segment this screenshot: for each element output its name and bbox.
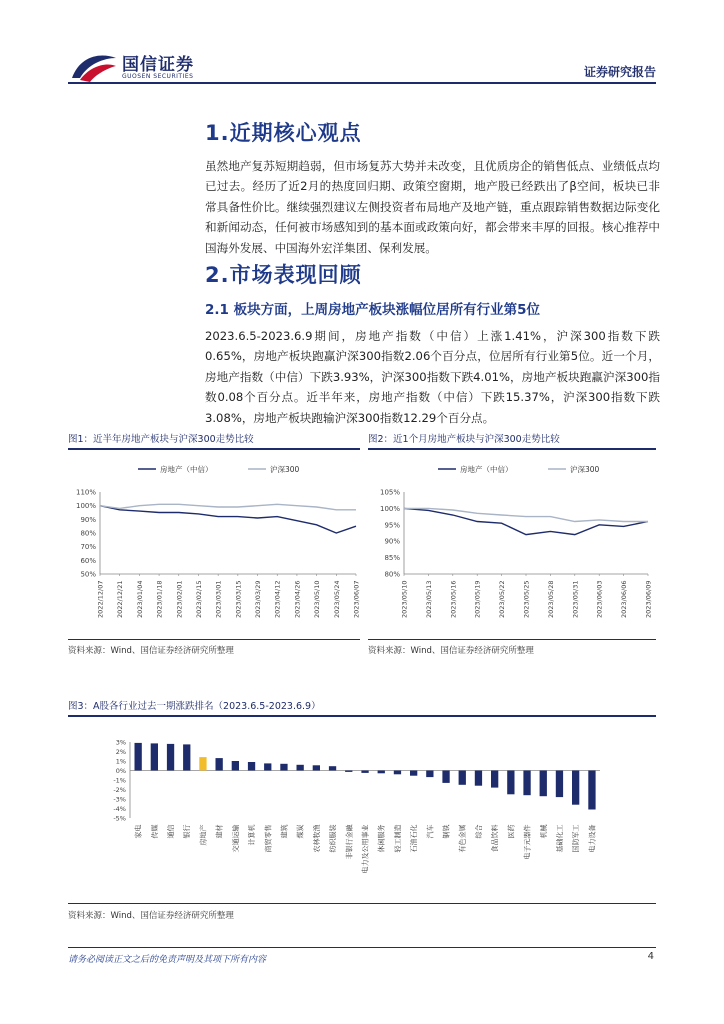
y-tick-label: 85%	[384, 554, 400, 563]
y-tick-label: 95%	[384, 521, 400, 530]
bar	[588, 771, 595, 810]
bar	[475, 771, 482, 786]
section-2-paragraph: 2023.6.5-2023.6.9期间，房地产指数（中信）上涨1.41%，沪深300指数下跌0.65%，房地产板块跑赢沪深300指数2.06个百分点，位居所有行业第5位。近一个月，房地产指数（中信）下跌3.93%，沪深300指数下跌4.01%，房地产板块跑赢沪深300指数0.08个百分点。近半年来，房地产指数（中信）下跌15.37%，沪深300指数下跌3.08%，房地产板块跑输沪深300指数12.29个百分点。	[205, 329, 660, 425]
company-name-en: GUOSEN SECURITIES	[122, 73, 194, 80]
figure-3-title: 图3：A股各行业过去一期涨跌排名（2023.6.5-2023.6.9）	[68, 701, 321, 712]
x-tick-label: 2023/04/26	[293, 580, 302, 618]
bar	[426, 771, 433, 778]
figure-1-source: 资料来源：Wind、国信证券经济研究所整理	[68, 646, 234, 656]
category-label: 国防军工	[572, 824, 581, 853]
y-tick-label: 100%	[379, 504, 400, 513]
bar	[361, 771, 368, 773]
category-label: 石油石化	[410, 824, 419, 853]
bar	[572, 771, 579, 805]
bar	[280, 764, 287, 771]
category-label: 银行	[183, 824, 192, 839]
x-tick-label: 2023/03/01	[214, 580, 223, 618]
figure-1-top-rule	[68, 448, 360, 450]
series-line-1	[404, 508, 648, 521]
x-tick-label: 2022/12/07	[96, 580, 105, 618]
category-label: 交通运输	[231, 824, 240, 853]
header-divider	[68, 82, 656, 84]
y-tick-label: -2%	[113, 786, 126, 794]
figure-2-source: 资料来源：Wind、国信证券经济研究所整理	[368, 646, 534, 656]
section-1-paragraph: 虽然地产复苏短期趋弱，但市场复苏大势并未改变，且优质房企的销售低点、业绩低点均已过去。经历了近2月的热度回归期、政策空窗期，地产股已经跌出了β空间，板块已非常具备性价比。继续强烈建议左侧投资者布局地产及地产链，重点跟踪销售数据边际变化和新闻动态，任何被市场感知到的基本面或政策向好，都会带来丰厚的回报。核心推荐中国海外发展、中国海外宏洋集团、保利发展。	[205, 159, 660, 255]
category-label: 有色金属	[458, 824, 467, 853]
bar	[556, 771, 563, 798]
category-label: 纺织服装	[329, 824, 338, 853]
x-tick-label: 2023/05/10	[313, 580, 322, 618]
bar	[459, 771, 466, 785]
x-tick-label: 2023/06/03	[595, 580, 604, 618]
bar	[491, 771, 498, 788]
disclaimer-text: 请务必阅读正文之后的免责声明及其项下所有内容	[68, 955, 267, 965]
x-tick-label: 2023/02/15	[194, 580, 203, 618]
legend-label-0: 房地产（中信）	[460, 465, 513, 474]
report-type: 证券研究报告	[583, 65, 656, 79]
category-label: 基础化工	[555, 824, 564, 853]
y-tick-label: 90%	[384, 537, 400, 546]
figure-2-title: 图2：近1个月房地产板块与沪深300走势比较	[368, 434, 560, 445]
y-tick-label: 70%	[80, 543, 96, 552]
y-tick-label: 105%	[379, 488, 400, 497]
bar	[378, 771, 385, 774]
footer-divider	[68, 947, 656, 948]
category-label: 家电	[134, 824, 143, 839]
figure-2-bottom-rule	[368, 639, 656, 640]
category-label: 计算机	[248, 824, 257, 846]
category-label: 通信	[167, 824, 176, 839]
bar	[248, 762, 255, 771]
figure-2-top-rule	[368, 448, 656, 450]
series-line-0	[404, 508, 648, 534]
legend-label-0: 房地产（中信）	[160, 465, 213, 474]
y-tick-label: -5%	[113, 814, 126, 823]
category-label: 建筑	[280, 824, 289, 839]
y-tick-label: 110%	[75, 488, 96, 497]
x-tick-label: 2023/03/29	[254, 580, 263, 618]
y-tick-label: -3%	[113, 795, 126, 804]
category-label: 商贸零售	[264, 824, 273, 853]
x-tick-label: 2023/05/22	[498, 580, 507, 618]
bar	[442, 771, 449, 783]
category-label: 汽车	[426, 824, 435, 839]
x-tick-label: 2023/06/09	[644, 580, 653, 618]
bar	[199, 757, 206, 770]
bar	[232, 761, 239, 771]
bar	[135, 743, 142, 771]
y-tick-label: 0%	[115, 767, 126, 775]
category-label: 农林牧渔	[312, 824, 321, 853]
x-tick-label: 2023/01/04	[135, 580, 144, 618]
guosen-logo-icon	[70, 48, 118, 84]
category-label: 食品饮料	[491, 824, 500, 853]
bar	[216, 758, 223, 770]
figure-3-bottom-rule	[68, 903, 656, 904]
category-label: 休闲服务	[377, 824, 386, 853]
x-tick-label: 2023/03/15	[234, 580, 243, 618]
bar	[264, 763, 271, 770]
x-tick-label: 2023/06/06	[620, 580, 629, 618]
y-tick-label: 3%	[115, 738, 126, 747]
bar	[183, 744, 190, 770]
y-tick-label: -1%	[113, 776, 126, 785]
category-label: 电力及公用事业	[361, 824, 370, 874]
figure-3-chart	[68, 720, 656, 900]
section-2-1-title: 2.1 板块方面，上周房地产板块涨幅位居所有行业第5位	[205, 302, 541, 318]
y-tick-label: 80%	[384, 570, 400, 579]
category-label: 电子元器件	[523, 824, 532, 860]
x-tick-label: 2023/05/25	[522, 580, 531, 618]
y-tick-label: 50%	[80, 570, 96, 579]
category-label: 非银行金融	[345, 824, 354, 860]
bar	[410, 771, 417, 776]
y-tick-label: 2%	[115, 748, 126, 756]
legend-label-1: 沪深300	[270, 465, 300, 474]
bar	[523, 771, 530, 796]
category-label: 机械	[539, 824, 548, 839]
x-tick-label: 2023/05/31	[571, 580, 580, 618]
page-number: 4	[647, 951, 654, 962]
series-line-1	[100, 504, 356, 510]
x-tick-label: 2023/05/19	[473, 580, 482, 618]
category-label: 房地产	[199, 824, 208, 846]
bar	[345, 771, 352, 772]
bar	[151, 743, 158, 770]
category-label: 电力设备	[588, 824, 597, 853]
x-tick-label: 2022/12/21	[116, 580, 125, 618]
figure-1-bottom-rule	[68, 639, 360, 640]
x-tick-label: 2023/05/24	[332, 580, 341, 618]
bar	[297, 765, 304, 771]
series-line-0	[100, 506, 356, 533]
category-label: 医药	[507, 824, 516, 839]
section-1-title: 1.近期核心观点	[205, 121, 362, 145]
category-label: 钢铁	[442, 824, 451, 839]
category-label: 传媒	[150, 824, 159, 839]
bar	[540, 771, 547, 797]
bar	[313, 765, 320, 770]
x-tick-label: 2023/05/10	[400, 580, 409, 618]
figure-1-title: 图1：近半年房地产板块与沪深300走势比较	[68, 434, 254, 445]
x-tick-label: 2023/05/13	[424, 580, 433, 618]
category-label: 建材	[215, 824, 224, 839]
x-tick-label: 2023/02/01	[175, 580, 184, 618]
legend-label-1: 沪深300	[570, 465, 600, 474]
section-2-title: 2.市场表现回顾	[205, 263, 362, 287]
bar	[394, 771, 401, 775]
y-tick-label: 90%	[80, 515, 96, 524]
figure-3-source: 资料来源：Wind、国信证券经济研究所整理	[68, 911, 234, 921]
page-header	[0, 0, 724, 90]
y-tick-label: 80%	[80, 529, 96, 538]
x-tick-label: 2023/06/07	[352, 580, 361, 618]
bar	[167, 744, 174, 771]
y-tick-label: -4%	[113, 805, 126, 813]
x-tick-label: 2023/01/18	[155, 580, 164, 618]
x-tick-label: 2023/05/16	[449, 580, 458, 618]
category-label: 综合	[474, 824, 483, 839]
x-tick-label: 2023/05/28	[546, 580, 555, 618]
figure-3-top-rule	[68, 715, 656, 717]
figure-1-chart	[68, 452, 360, 637]
category-label: 煤炭	[296, 824, 305, 839]
bar	[507, 771, 514, 795]
category-label: 轻工制造	[393, 824, 402, 853]
figure-2-chart	[368, 452, 656, 637]
x-tick-label: 2023/04/12	[273, 580, 282, 618]
company-name-cn: 国信证券	[122, 55, 194, 75]
y-tick-label: 60%	[80, 556, 96, 565]
y-tick-label: 1%	[115, 757, 126, 766]
y-tick-label: 100%	[75, 502, 96, 511]
bar	[329, 766, 336, 770]
